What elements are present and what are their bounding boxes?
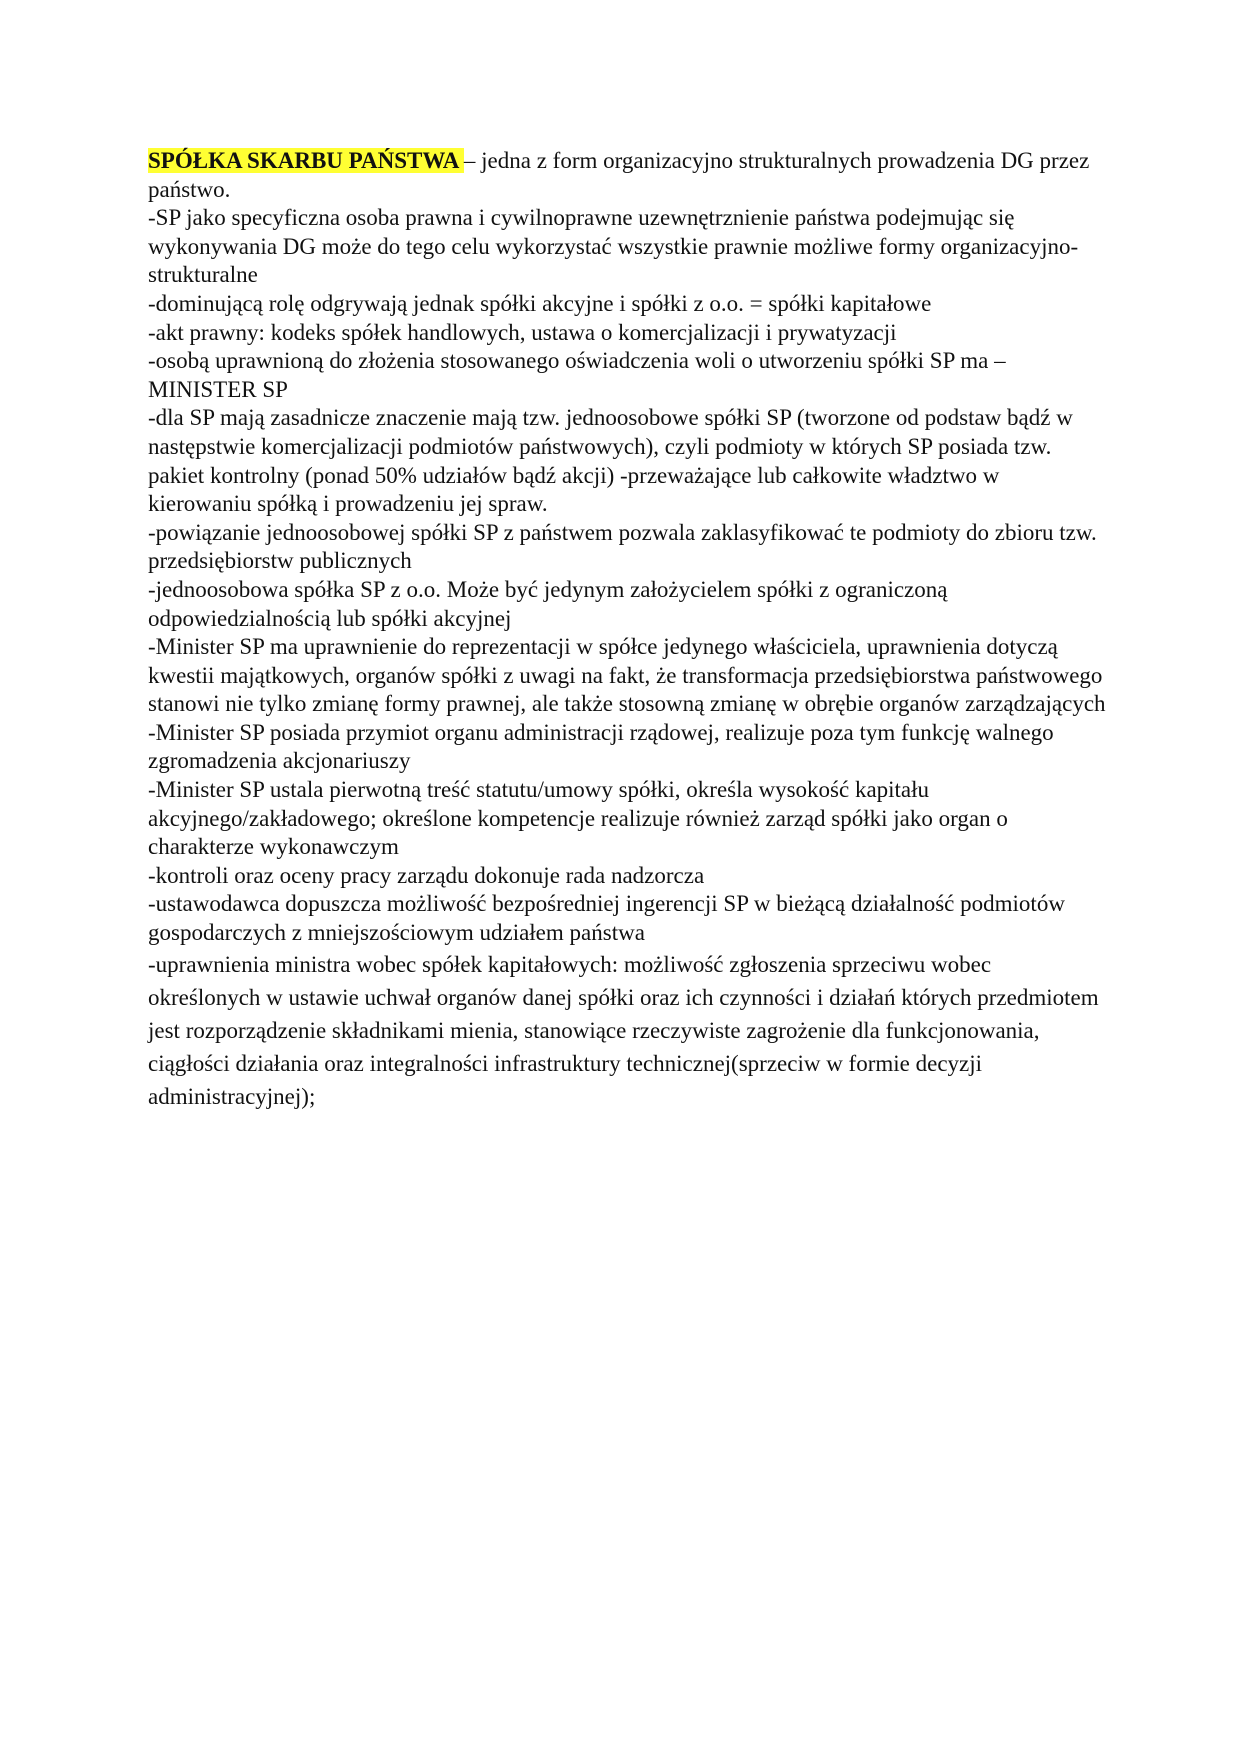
paragraph-2: -dominującą rolę odgrywają jednak spółki akcyjne i spółki z o.o. = spółki kapitałowe (148, 290, 932, 316)
paragraph-11: -kontroli oraz oceny pracy zarządu dokonuje rada nadzorcza (148, 862, 705, 888)
paragraph-13: -uprawnienia ministra wobec spółek kapitałowych: możliwość zgłoszenia sprzeciwu wobec określonych w ustawie uchwał organów danej spółki oraz ich czynności i działań których przedmiotem jest rozporządzenie składnikami mienia, stanowiące rzeczywiste zagrożenie dla funkcjonowania, ciągłości działania oraz integralności infrastruktury technicznej(sprzeciw w formie decyzji administracyjnej); (148, 951, 1099, 1109)
paragraph-8: -Minister SP ma uprawnienie do reprezentacji w spółce jedynego właściciela, uprawnienia dotyczą kwestii majątkowych, organów spółki z uwagi na fakt, że transformacja przedsiębiorstwa państwowego stanowi nie tylko zmianę formy prawnej, ale także stosowną zmianę w obrębie organów zarządzających (148, 634, 1106, 717)
document-body (148, 147, 1108, 1113)
paragraph-5: -dla SP mają zasadnicze znaczenie mają tzw. jednoosobowe spółki SP (tworzone od podstaw bądź w następstwie komercjalizacji podmiotów państwowych), czyli podmioty w których SP posiada tzw. pakiet kontrolny (ponad 50% udziałów bądź akcji) -przeważające lub całkowite władztwo w kierowaniu spółką i prowadzeniu jej spraw. (148, 405, 1073, 517)
paragraph-9: -Minister SP posiada przymiot organu administracji rządowej, realizuje poza tym funkcję walnego zgromadzenia akcjonariuszy (148, 719, 1054, 774)
title-intro: – jedna z form organizacyjno strukturalnych prowadzenia DG przez państwo. (148, 148, 1090, 202)
paragraph-3: -akt prawny: kodeks spółek handlowych, ustawa o komercjalizacji i prywatyzacji (148, 319, 897, 345)
paragraph-10: -Minister SP ustala pierwotną treść statutu/umowy spółki, określa wysokość kapitału akcyjnego/zakładowego; określone kompetencje realizuje również zarząd spółki jako organ o charakterze wykonawczym (148, 777, 1008, 860)
document-title: SPÓŁKA SKARBU PAŃSTWA (148, 148, 464, 173)
paragraph-7: -jednoosobowa spółka SP z o.o. Może być jedynym założycielem spółki z ograniczoną odpowiedzialnością lub spółki akcyjnej (148, 576, 948, 631)
title-paragraph (148, 147, 1108, 204)
paragraph-6: -powiązanie jednoosobowej spółki SP z państwem pozwala zaklasyfikować te podmioty do zbioru tzw. przedsiębiorstw publicznych (148, 519, 1097, 574)
paragraph-1: -SP jako specyficzna osoba prawna i cywilnoprawne uzewnętrznienie państwa podejmując się wykonywania DG może do tego celu wykorzystać wszystkie prawnie możliwe formy organizacyjno-strukturalne (148, 205, 1079, 288)
paragraph-4: -osobą uprawnioną do złożenia stosowanego oświadczenia woli o utworzeniu spółki SP ma – MINISTER SP (148, 348, 1006, 402)
paragraph-12: -ustawodawca dopuszcza możliwość bezpośredniej ingerencji SP w bieżącą działalność podmiotów gospodarczych z mniejszościowym udziałem państwa (148, 891, 1065, 946)
